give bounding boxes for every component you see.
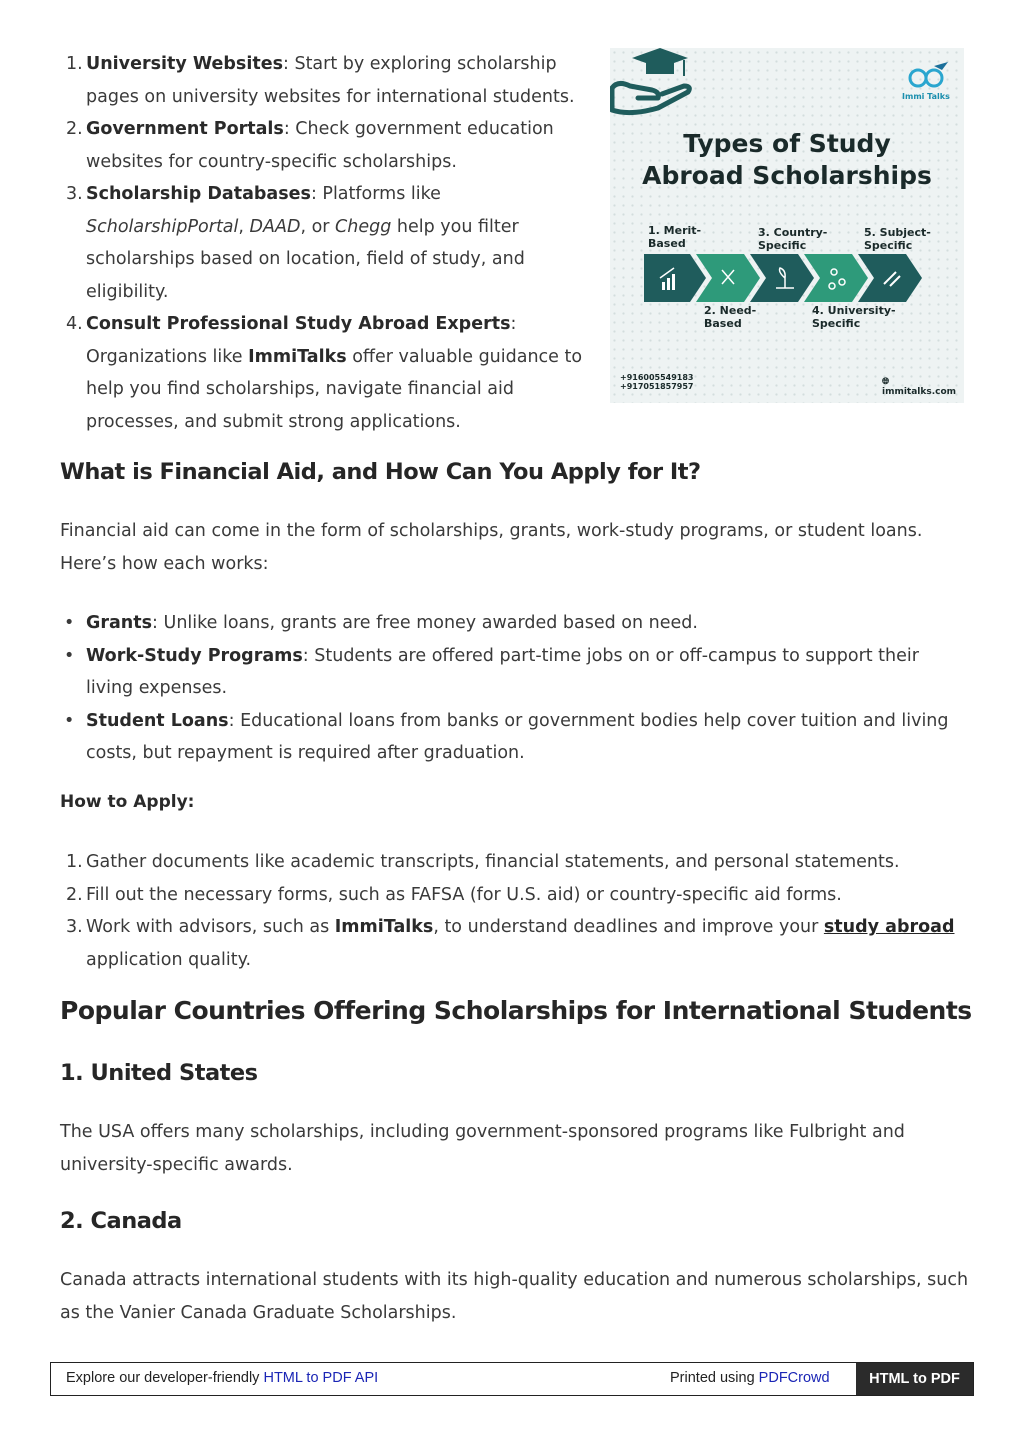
html-to-pdf-api-link[interactable]: HTML to PDF API [263,1370,379,1386]
canada-paragraph: Canada attracts international students with its high-quality education and numerous scholarships, such as the Vanier Canada Graduate Scholarships. [60,1270,969,1323]
website-label: 🌐︎ immitalks.com [882,377,957,397]
label-country: 3. Country- Specific [758,226,828,252]
label-subject: 5. Subject- Specific [864,226,931,252]
how-to-apply-heading: How to Apply: [60,792,195,812]
financial-aid-intro: Financial aid can come in the form of scholarships, grants, work-study programs, or student loans. Here’s how each works: [60,521,923,574]
infographic-title: Types of Study Abroad Scholarships [642,129,932,190]
list-item: 2. Government Portals: Check government education websites for country-specific scholarships. [66,119,554,172]
list-item: • Student Loans: Educational loans from banks or government bodies help cover tuition and living costs, but repayment is required after graduation. [64,710,949,763]
list-item-title: Grants [86,613,153,633]
logo-text: Immi Talks [902,92,950,101]
list-item-title: Student Loans [86,710,229,731]
pdfcrowd-link[interactable]: PDFCrowd [758,1370,830,1386]
pdfcrowd-footer: Explore our developer-friendly HTML to PDF API Printed using PDFCrowd HTML to PDF [50,1362,974,1396]
us-heading: 1. United States [60,1060,258,1086]
list-item-title: Work-Study Programs [86,645,303,666]
list-item-title: Government Portals [86,119,284,139]
scholarship-sources-list [62,48,592,438]
html-to-pdf-button[interactable]: HTML to PDF [856,1363,973,1395]
us-paragraph: The USA offers many scholarships, including government-sponsored programs like Fulbright and university-specific awards. [60,1122,905,1175]
financial-aid-heading: What is Financial Aid, and How Can You Apply for It? [60,459,701,485]
label-merit: 1. Merit- Based [648,224,702,250]
graduation-hand-icon [610,48,700,118]
list-item: 3. Scholarship Databases: Platforms like ScholarshipPortal, DAAD, or Chegg help you filter scholarships based on location, field of study, and eligibility. [66,184,525,302]
scholarship-arrow-chain [644,254,934,302]
countries-heading: Popular Countries Offering Scholarships for International Students [60,996,972,1025]
scholarship-types-infographic [610,48,964,403]
how-to-apply-steps [62,846,967,976]
label-need: 2. Need- Based [704,304,757,330]
globe-icon: 🌐︎ [882,377,890,387]
immitalks-logo-icon [904,62,952,92]
list-item-title: Consult Professional Study Abroad Experts [86,314,511,334]
list-item-title: University Websites [86,54,283,74]
canada-heading: 2. Canada [60,1208,182,1234]
list-item: 1. Gather documents like academic transcripts, financial statements, and personal statements. [66,852,900,872]
contact-phones: +916005549183 +917051857957 [620,373,694,391]
list-item: • Grants: Unlike loans, grants are free money awarded based on need. [64,613,698,633]
list-item: 3. Work with advisors, such as ImmiTalks, to understand deadlines and improve your study abroad application quality. [66,917,955,970]
list-item: 2. Fill out the necessary forms, such as FAFSA (for U.S. aid) or country-specific aid forms. [66,884,842,905]
list-item-title: Scholarship Databases [86,184,311,204]
label-university: 4. University- Specific [812,304,896,330]
financial-aid-types-list [62,607,967,770]
list-item: 4. Consult Professional Study Abroad Experts: Organizations like ImmiTalks offer valuable guidance to help you find scholarships, navigate financial aid processes, and submit strong applications. [66,314,583,432]
study-abroad-link[interactable]: study abroad [823,917,955,937]
list-item: 1. University Websites: Start by exploring scholarship pages on university websites for international students. [66,54,575,107]
list-item: • Work-Study Programs: Students are offered part-time jobs on or off-campus to support their living expenses. [64,645,919,698]
